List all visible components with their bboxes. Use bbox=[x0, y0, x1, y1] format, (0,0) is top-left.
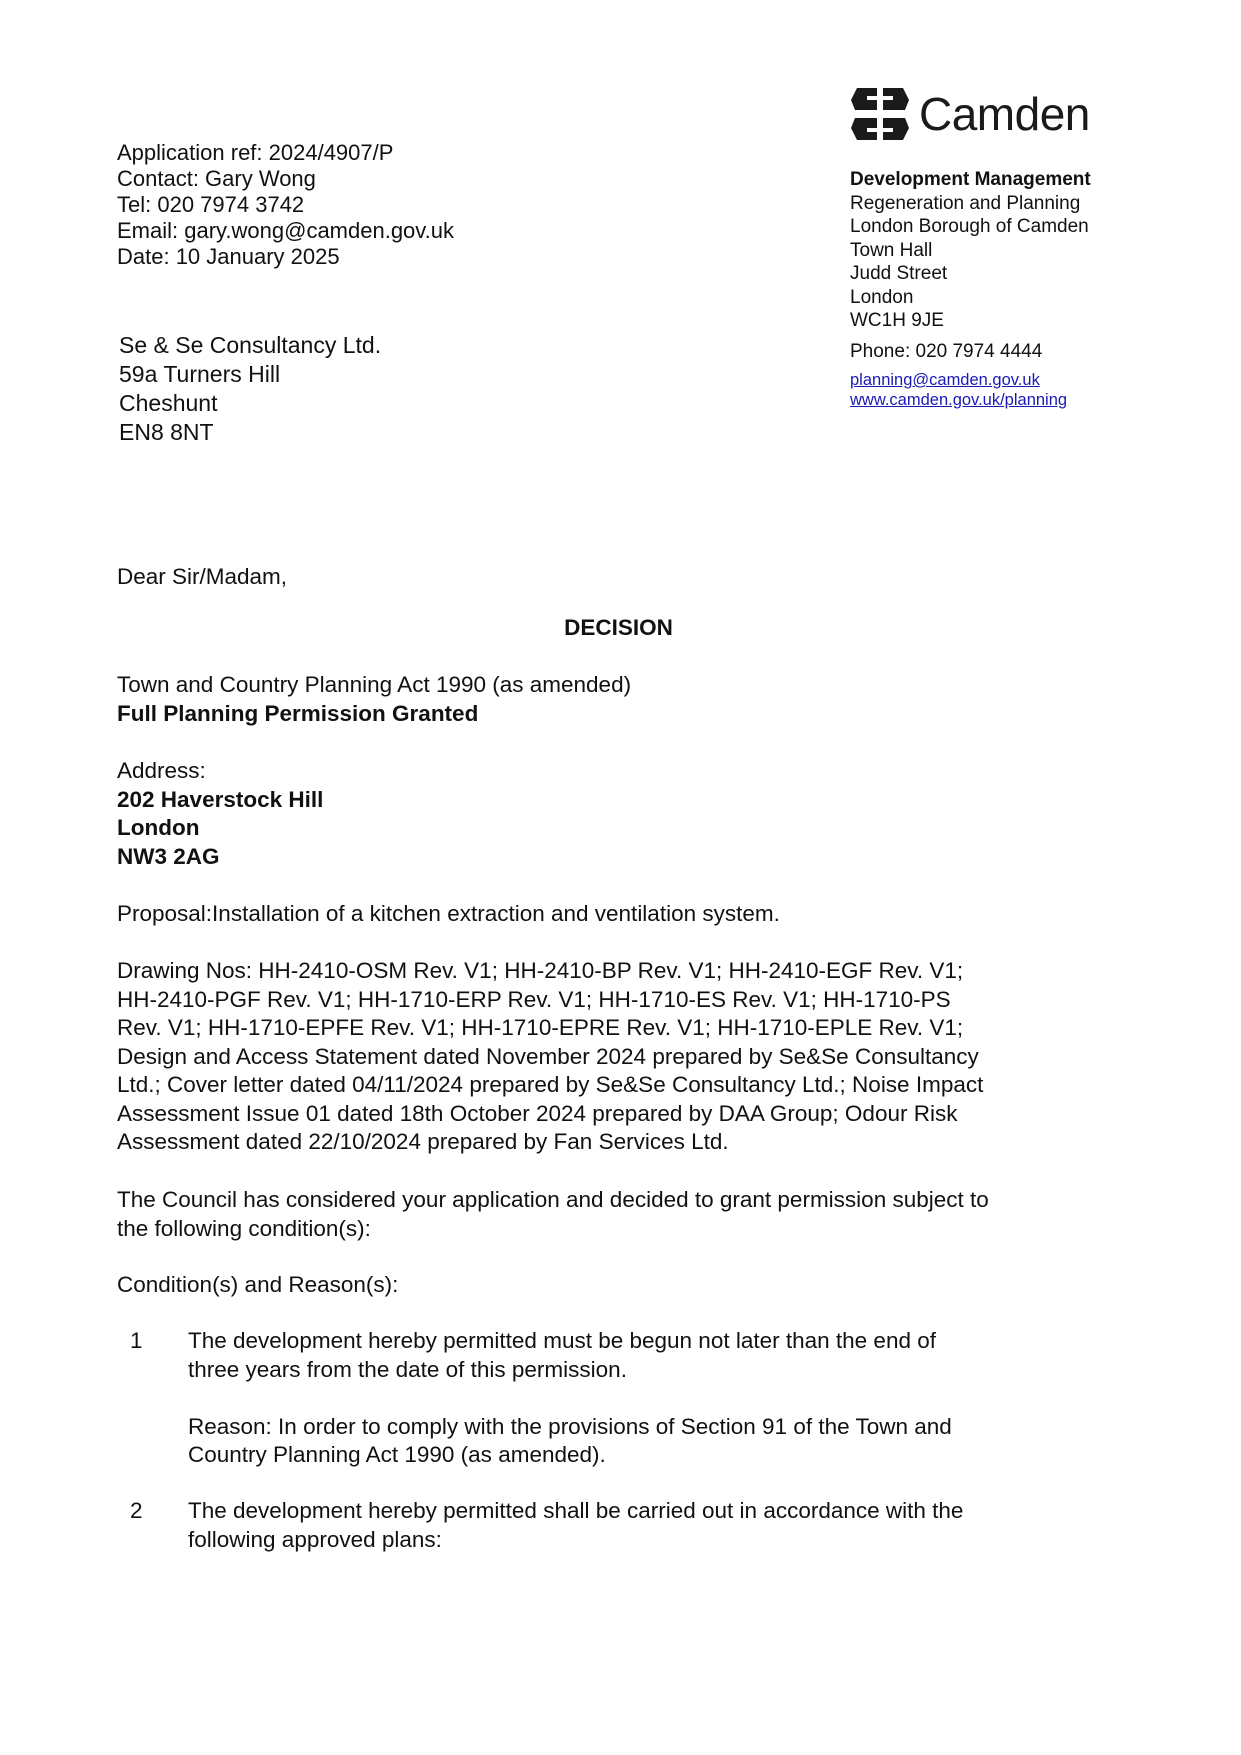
council-line: The Council has considered your application and decided to grant permission subject to bbox=[117, 1187, 989, 1212]
proposal: Proposal:Installation of a kitchen extraction and ventilation system. bbox=[117, 901, 780, 926]
drawing-line: Assessment Issue 01 dated 18th October 2024 prepared by DAA Group; Odour Risk bbox=[117, 1100, 958, 1126]
recipient-line: EN8 8NT bbox=[119, 419, 214, 445]
act-block bbox=[117, 671, 631, 728]
contact-tel: Tel: 020 7974 3742 bbox=[117, 192, 305, 217]
recipient-line: 59a Turners Hill bbox=[119, 361, 281, 387]
condition-number: 2 bbox=[130, 1498, 143, 1523]
address-line: NW3 2AG bbox=[117, 843, 220, 869]
office-address-line: Town Hall bbox=[850, 239, 933, 261]
council-statement bbox=[117, 1186, 1117, 1243]
office-info bbox=[850, 168, 1091, 410]
condition-text bbox=[188, 1497, 1088, 1554]
condition-reason bbox=[188, 1413, 1088, 1470]
decision-heading bbox=[0, 614, 1241, 643]
planning-web-link[interactable]: www.camden.gov.uk/planning bbox=[850, 390, 1068, 409]
drawing-line: Rev. V1; HH-1710-EPFE Rev. V1; HH-1710-EPRE Rev. V1; HH-1710-EPLE Rev. V1; bbox=[117, 1015, 964, 1040]
recipient-line: Cheshunt bbox=[119, 390, 218, 416]
condition-reason-line: Country Planning Act 1990 (as amended). bbox=[188, 1442, 606, 1467]
condition-text-line: The development hereby permitted shall be carried out in accordance with the bbox=[188, 1498, 964, 1523]
decision-heading-text: DECISION bbox=[564, 615, 673, 640]
office-department: Development Management bbox=[850, 169, 1091, 190]
office-phone: Phone: 020 7974 4444 bbox=[850, 340, 1043, 362]
address-label: Address: bbox=[117, 758, 206, 783]
address-line: London bbox=[117, 815, 200, 840]
act-title: Town and Country Planning Act 1990 (as amended) bbox=[117, 672, 632, 697]
decision-type: Full Planning Permission Granted bbox=[117, 700, 479, 726]
office-address-line: London bbox=[850, 286, 914, 308]
camden-logo-icon bbox=[847, 86, 913, 142]
recipient-line: Se & Se Consultancy Ltd. bbox=[119, 332, 382, 358]
office-address-line: Judd Street bbox=[850, 263, 948, 284]
contact-email: Email: gary.wong@camden.gov.uk bbox=[117, 218, 455, 243]
drawing-line: Assessment dated 22/10/2024 prepared by Fan Services Ltd. bbox=[117, 1129, 729, 1154]
conditions-label: Condition(s) and Reason(s): bbox=[117, 1272, 399, 1297]
condition-text-line: following approved plans: bbox=[188, 1526, 442, 1552]
salutation: Dear Sir/Madam, bbox=[117, 564, 288, 589]
planning-email-link[interactable]: planning@camden.gov.uk bbox=[850, 371, 1040, 389]
application-ref: Application ref: 2024/4907/P bbox=[117, 140, 394, 165]
council-line: the following condition(s): bbox=[117, 1215, 371, 1241]
condition-number: 1 bbox=[130, 1328, 143, 1353]
site-address bbox=[117, 757, 323, 871]
office-address-line: WC1H 9JE bbox=[850, 310, 944, 331]
camden-logo bbox=[847, 86, 1090, 142]
drawing-line: Design and Access Statement dated November 2024 prepared by Se&Se Consultancy bbox=[117, 1043, 979, 1069]
condition-text-line: three years from the date of this permission. bbox=[188, 1356, 627, 1382]
drawing-line: HH-2410-PGF Rev. V1; HH-1710-ERP Rev. V1; HH-1710-ES Rev. V1; HH-1710-PS bbox=[117, 986, 951, 1012]
condition-text bbox=[188, 1327, 1088, 1384]
office-address-line: Regeneration and Planning bbox=[850, 192, 1081, 214]
letter-date: Date: 10 January 2025 bbox=[117, 244, 340, 269]
drawing-line: Ltd.; Cover letter dated 04/11/2024 prepared by Se&Se Consultancy Ltd.; Noise Impact bbox=[117, 1072, 984, 1097]
contact-name: Contact: Gary Wong bbox=[117, 166, 316, 191]
condition-item bbox=[117, 1327, 1117, 1470]
condition-item bbox=[117, 1497, 1117, 1554]
drawing-numbers bbox=[117, 957, 1117, 1157]
recipient-address bbox=[119, 331, 381, 447]
address-line: 202 Haverstock Hill bbox=[117, 786, 324, 812]
drawing-line: Drawing Nos: HH-2410-OSM Rev. V1; HH-2410-BP Rev. V1; HH-2410-EGF Rev. V1; bbox=[117, 958, 964, 983]
camden-logo-text: Camden bbox=[919, 88, 1090, 140]
condition-text-line: The development hereby permitted must be begun not later than the end of bbox=[188, 1328, 936, 1353]
office-address-line: London Borough of Camden bbox=[850, 216, 1089, 237]
condition-reason-line: Reason: In order to comply with the provisions of Section 91 of the Town and bbox=[188, 1413, 952, 1439]
reference-block bbox=[117, 140, 454, 270]
